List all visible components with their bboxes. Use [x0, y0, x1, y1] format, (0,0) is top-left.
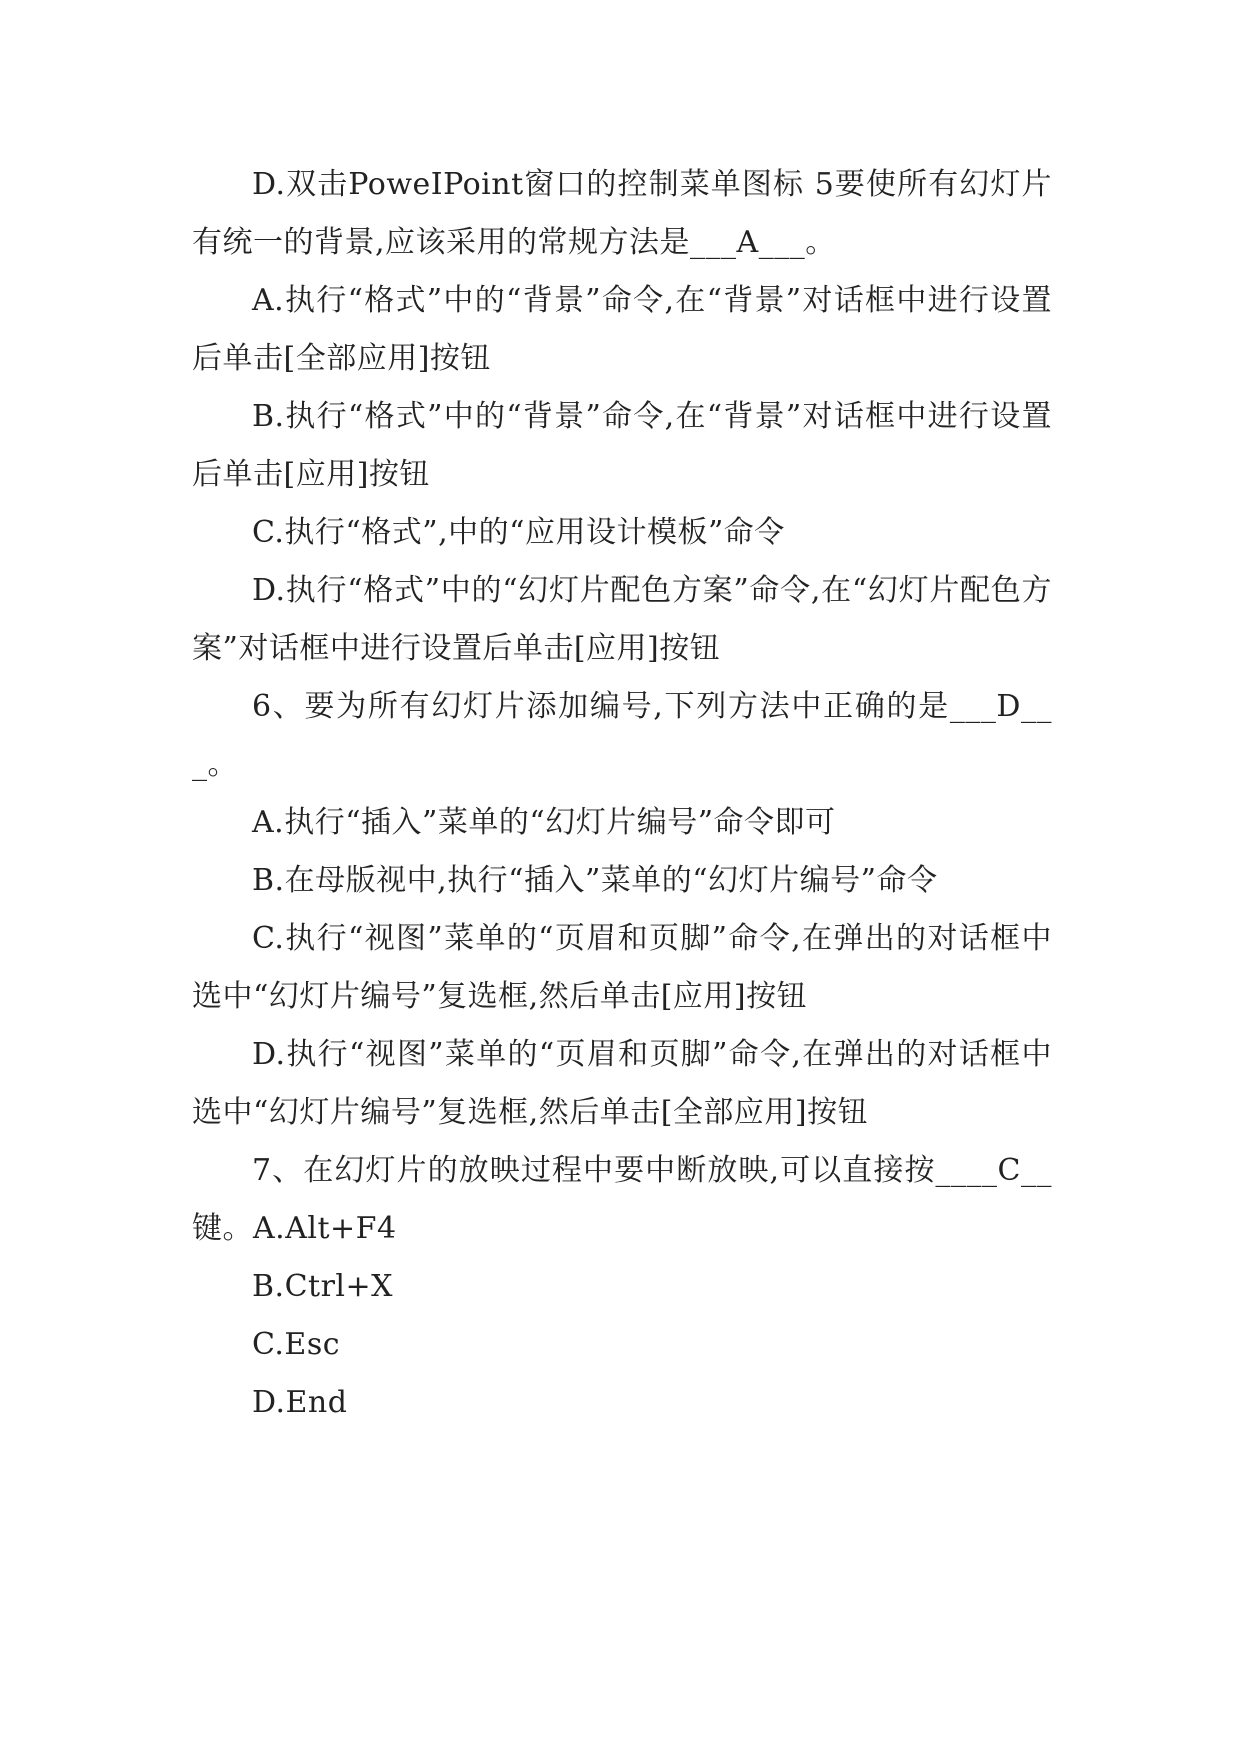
paragraph-q7-option-b: B.Ctrl+X	[252, 1269, 394, 1304]
paragraph-q7-stem: 7、在幻灯片的放映过程中要中断放映,可以直接按____C__键。A.Alt+F4	[192, 1153, 1052, 1246]
paragraph-q5-option-d-and-q5-stem: D.双击PoweIPoint窗口的控制菜单图标 5要使所有幻灯片有统一的背景,应该采用的常规方法是___A___。	[192, 167, 1052, 260]
paragraph-q6-stem: 6、要为所有幻灯片添加编号,下列方法中正确的是___D___。	[192, 689, 1052, 782]
paragraph-q7-option-c: C.Esc	[252, 1327, 341, 1362]
paragraph-q6-option-a: A.执行“插入”菜单的“幻灯片编号”命令即可	[252, 805, 836, 840]
document-body	[192, 156, 1052, 1432]
paragraph-q6-option-b: B.在母版视中,执行“插入”菜单的“幻灯片编号”命令	[252, 863, 938, 898]
paragraph-q6-option-d: D.执行“视图”菜单的“页眉和页脚”命令,在弹出的对话框中选中“幻灯片编号”复选框,然后单击[全部应用]按钮	[192, 1037, 1052, 1130]
paragraph-q7-option-d: D.End	[252, 1385, 348, 1420]
paragraph-q6-option-c: C.执行“视图”菜单的“页眉和页脚”命令,在弹出的对话框中选中“幻灯片编号”复选框,然后单击[应用]按钮	[192, 921, 1052, 1014]
paragraph-q5-option-a: A.执行“格式”中的“背景”命令,在“背景”对话框中进行设置后单击[全部应用]按钮	[192, 283, 1052, 376]
paragraph-q5-option-d: D.执行“格式”中的“幻灯片配色方案”命令,在“幻灯片配色方案”对话框中进行设置后单击[应用]按钮	[192, 573, 1052, 666]
paragraph-q5-option-b: B.执行“格式”中的“背景”命令,在“背景”对话框中进行设置后单击[应用]按钮	[192, 399, 1052, 492]
paragraph-q5-option-c: C.执行“格式”,中的“应用设计模板”命令	[252, 515, 785, 550]
